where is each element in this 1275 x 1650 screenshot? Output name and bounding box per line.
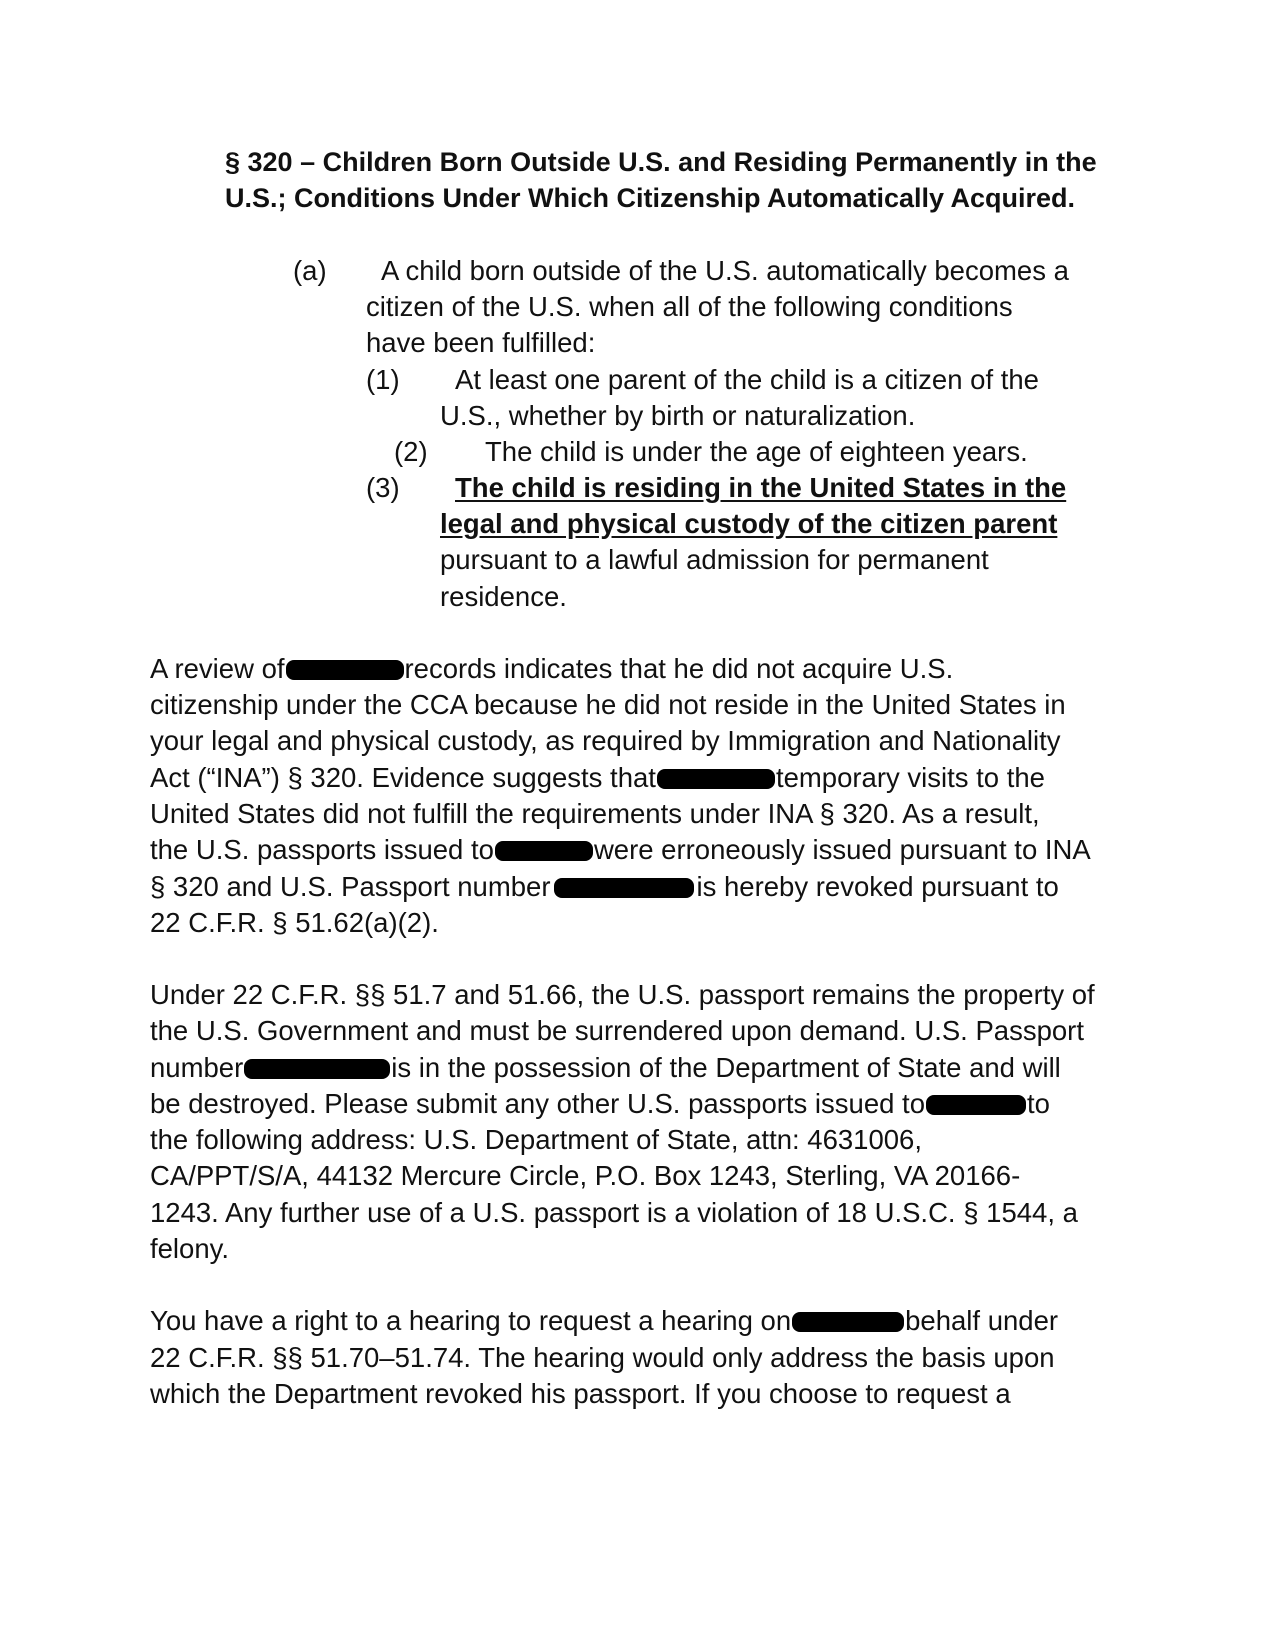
redaction-bar: [554, 878, 694, 898]
section-heading-line-2: U.S.; Conditions Under Which Citizenship Automatically Acquired.: [225, 183, 1076, 213]
text-fragment: § 320 and U.S. Passport number: [150, 871, 551, 902]
paragraph-2-line-8: felony.: [150, 1233, 229, 1264]
paragraph-2-line-6: CA/PPT/S/A, 44132 Mercure Circle, P.O. Box 1243, Sterling, VA 20166-: [150, 1160, 1021, 1191]
item-1-line-2: U.S., whether by birth or naturalization.: [440, 400, 916, 431]
item-3-bold-line-2: legal and physical custody of the citizen parent: [440, 508, 1058, 539]
paragraph-2-line-7: 1243. Any further use of a U.S. passport is a violation of 18 U.S.C. § 1544, a: [150, 1197, 1078, 1228]
text-fragment: temporary visits to the: [775, 762, 1045, 793]
subsection-a-line-1: A child born outside of the U.S. automatically becomes a: [381, 255, 1069, 286]
item-3-line-2: residence.: [440, 581, 567, 612]
paragraph-2-line-3: [150, 1049, 1061, 1087]
redaction-bar: [286, 660, 404, 680]
paragraph-3-line-2: 22 C.F.R. §§ 51.70–51.74. The hearing would only address the basis upon: [150, 1342, 1055, 1373]
paragraph-1-line-3: your legal and physical custody, as required by Immigration and Nationality: [150, 725, 1061, 756]
item-2-marker: (2): [394, 436, 428, 467]
text-fragment: is hereby revoked pursuant to: [696, 871, 1059, 902]
text-fragment: the U.S. passports issued to: [150, 834, 494, 865]
text-fragment: number: [150, 1052, 244, 1083]
text-fragment: behalf under: [905, 1305, 1059, 1336]
redaction-bar: [926, 1095, 1026, 1115]
paragraph-1-line-4: [150, 759, 1045, 797]
text-fragment: records indicates that he did not acquire U.S.: [404, 653, 954, 684]
subsection-a-line-3: have been fulfilled:: [366, 327, 596, 358]
paragraph-1-line-5: United States did not fulfill the requirements under INA § 320. As a result,: [150, 798, 1040, 829]
paragraph-1-line-6: [150, 831, 1091, 869]
subsection-a-marker: (a): [293, 255, 327, 286]
paragraph-1-line-2: citizenship under the CCA because he did not reside in the United States in: [150, 689, 1066, 720]
section-heading-line-1: § 320 – Children Born Outside U.S. and Residing Permanently in the: [225, 147, 1097, 177]
redaction-bar: [244, 1059, 390, 1079]
paragraph-1-line-7: [150, 868, 1059, 906]
paragraph-1-line-8: 22 C.F.R. § 51.62(a)(2).: [150, 907, 439, 938]
paragraph-3-line-3: which the Department revoked his passport. If you choose to request a: [150, 1378, 1011, 1409]
item-3-bold-line-1: The child is residing in the United States in the: [455, 472, 1067, 503]
paragraph-1-line-1: [150, 650, 953, 688]
paragraph-2-line-1: Under 22 C.F.R. §§ 51.7 and 51.66, the U.S. passport remains the property of: [150, 979, 1095, 1010]
item-3-line-1: pursuant to a lawful admission for permanent: [440, 544, 989, 575]
text-fragment: Act (“INA”) § 320. Evidence suggests that: [150, 762, 656, 793]
redaction-bar: [792, 1312, 904, 1332]
text-fragment: to: [1027, 1088, 1050, 1119]
text-fragment: be destroyed. Please submit any other U.S. passports issued to: [150, 1088, 925, 1119]
item-3-marker: (3): [366, 472, 400, 503]
item-1-marker: (1): [366, 364, 400, 395]
subsection-a-line-2: citizen of the U.S. when all of the following conditions: [366, 291, 1013, 322]
text-fragment: You have a right to a hearing to request a hearing on: [150, 1305, 792, 1336]
text-fragment: is in the possession of the Department of State and will: [391, 1052, 1061, 1083]
item-1-line-1: At least one parent of the child is a citizen of the: [455, 364, 1039, 395]
paragraph-3-line-1: [150, 1302, 1058, 1340]
paragraph-2-line-4: [150, 1085, 1050, 1123]
redaction-bar: [495, 841, 593, 861]
text-fragment: were erroneously issued pursuant to INA: [593, 834, 1091, 865]
text-fragment: A review of: [150, 653, 285, 684]
paragraph-2-line-2: the U.S. Government and must be surrendered upon demand. U.S. Passport: [150, 1015, 1084, 1046]
paragraph-2-line-5: the following address: U.S. Department of State, attn: 4631006,: [150, 1124, 922, 1155]
redaction-bar: [657, 769, 775, 789]
item-2-line-1: The child is under the age of eighteen years.: [485, 436, 1028, 467]
